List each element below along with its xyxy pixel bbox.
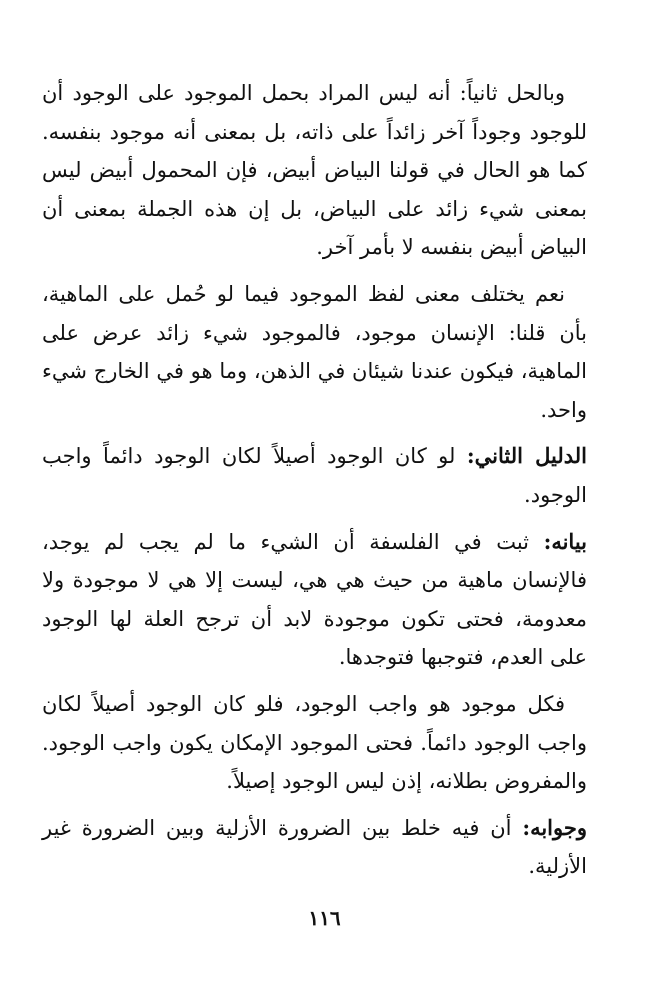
paragraph-6: [42, 809, 587, 886]
paragraph-2: [42, 275, 587, 429]
paragraph-6-text: أن فيه خلط بين الضرورة الأزلية وبين الضرورة غير الأزلية.: [42, 815, 587, 879]
paragraph-5-text: فكل موجود هو واجب الوجود، فلو كان الوجود أصيلاً لكان واجب الوجود دائماً. فحتى الموجود الإمكان يكون واجب الوجود. والمفروض بطلانه، إذن ليس الوجود إصيلاً.: [42, 691, 587, 794]
paragraph-3: [42, 437, 587, 514]
paragraph-6-heading: وجوابه:: [522, 814, 587, 840]
paragraph-4: [42, 523, 587, 677]
paragraph-2-text: نعم يختلف معنى لفظ الموجود فيما لو حُمل على الماهية، بأن قلنا: الإنسان موجود، فالموجود شيء زائد عرض على الماهية، فيكون عندنا شيئان في الذهن، وما هو في الخارج شيء واحد.: [42, 281, 587, 422]
paragraph-1-text: وبالحل ثانياً: أنه ليس المراد بحمل الموجود على الوجود أن للوجود وجوداً آخر زائداً على ذاته، بل بمعنى أنه موجود بنفسه. كما هو الحال في قولنا البياض أبيض، فإن المحمول أبيض ليس بمعنى شيء زائد على البياض، بل إن هذه الجملة بمعنى أن البياض أبيض بنفسه لا بأمر آخر.: [42, 81, 587, 260]
paragraph-4-heading: بيانه:: [543, 528, 587, 554]
paragraph-3-heading: الدليل الثاني:: [466, 443, 587, 469]
paragraph-5: [42, 685, 587, 801]
paragraph-1: [42, 74, 587, 267]
page-text: [42, 74, 587, 894]
page-number: ١١٦: [308, 906, 341, 930]
paragraph-4-text: ثبت في الفلسفة أن الشيء ما لم يجب لم يوجد، فالإنسان ماهية من حيث هي هي، ليست إلا هي لا موجودة ولا معدومة، فحتى تكون موجودة لابد أن ترجح العلة لها الوجود على العدم، فتوجبها فتوجدها.: [42, 529, 587, 670]
paragraph-3-text: لو كان الوجود أصيلاً لكان الوجود دائماً واجب الوجود.: [42, 444, 587, 507]
